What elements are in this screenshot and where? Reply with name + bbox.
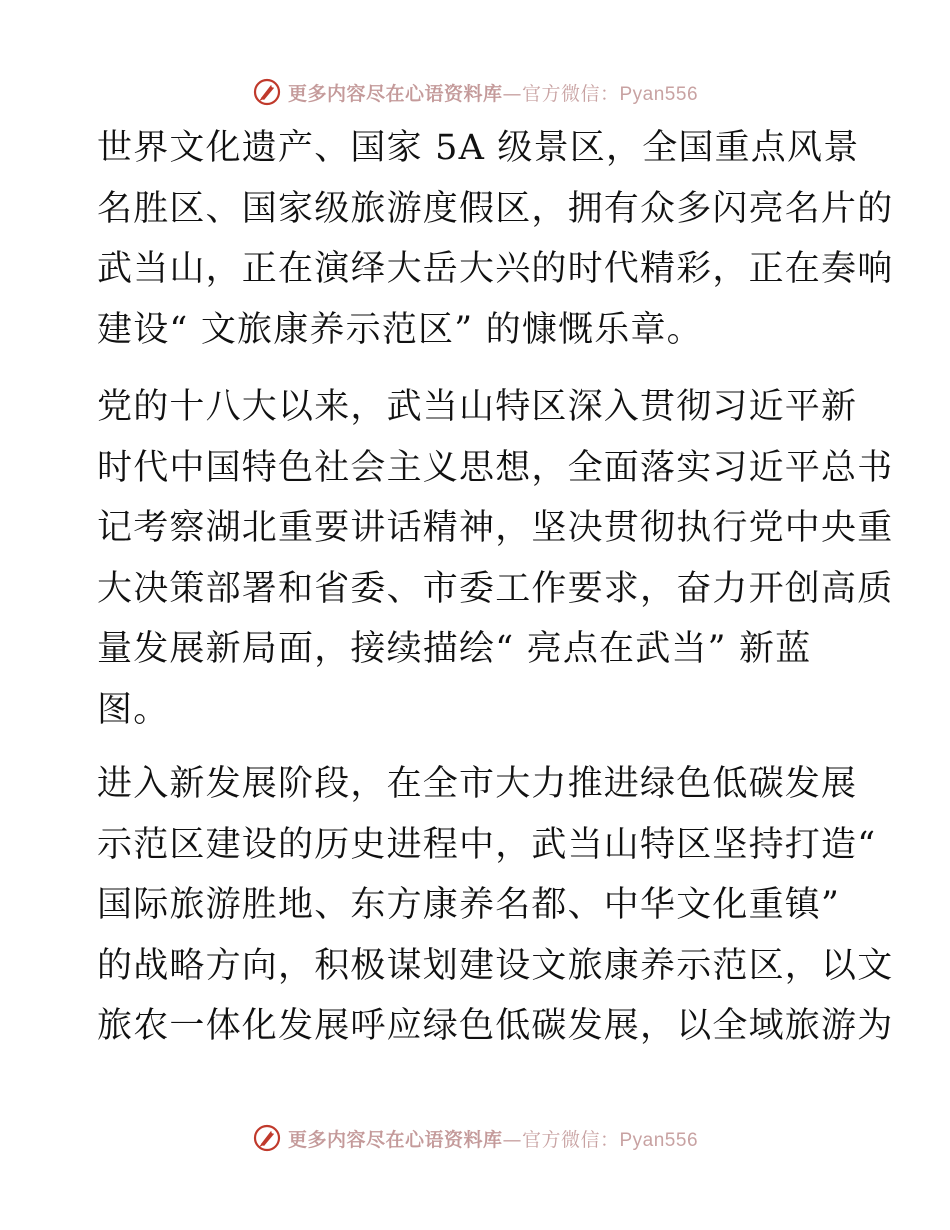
footer-official-label: 官方微信：	[521, 1128, 620, 1151]
header-banner-inner	[252, 77, 698, 107]
header-official-label: 官方微信：	[521, 82, 620, 105]
paragraph-line: 武当山，正在演绎大岳大兴的时代精彩，正在奏响	[97, 249, 894, 289]
paragraph-line: 大决策部署和省委、市委工作要求，奋力开创高质	[97, 568, 894, 609]
footer-separator: —	[502, 1128, 522, 1151]
pen-nib-logo-icon	[252, 77, 282, 107]
footer-banner-inner	[252, 1123, 698, 1153]
header-separator: —	[502, 82, 522, 105]
paragraph-line: 世界文化遗产、国家 5A 级景区，全国重点风景	[97, 128, 860, 168]
paragraph-3	[97, 754, 894, 1057]
document-body	[97, 118, 894, 1077]
paragraph-line: 建设“ 文旅康养示范区” 的慷慨乐章。	[97, 309, 703, 350]
paragraph-line: 进入新发展阶段，在全市大力推进绿色低碳发展	[97, 764, 858, 804]
paragraph-line: 示范区建设的历史进程中，武当山特区坚持打造“	[97, 824, 877, 865]
paragraph-line: 名胜区、国家级旅游度假区，拥有众多闪亮名片的	[97, 188, 894, 229]
header-brand-text: 更多内容尽在心语资料库	[287, 82, 503, 105]
paragraph-line: 国际旅游胜地、东方康养名都、中华文化重镇”	[97, 885, 841, 925]
paragraph-line: 图。	[97, 689, 170, 730]
pen-nib-logo-icon	[252, 1123, 282, 1153]
footer-wechat-id: Pyan556	[619, 1129, 699, 1151]
paragraph-line: 时代中国特色社会主义思想，全面落实习近平总书	[97, 447, 894, 488]
footer-banner-text	[288, 1125, 698, 1152]
paragraph-2	[97, 377, 894, 740]
paragraph-line: 的战略方向，积极谋划建设文旅康养示范区，以文	[97, 945, 894, 986]
paragraph-line: 党的十八大以来，武当山特区深入贯彻习近平新	[97, 387, 858, 427]
footer-banner	[0, 1118, 950, 1158]
paragraph-line: 记考察湖北重要讲话精神，坚决贯彻执行党中央重	[97, 508, 894, 548]
paragraph-1	[97, 118, 894, 360]
header-wechat-id: Pyan556	[619, 83, 699, 105]
paragraph-line: 旅农一体化发展呼应绿色低碳发展，以全域旅游为	[97, 1006, 894, 1046]
header-banner-text	[288, 79, 698, 106]
header-banner	[0, 72, 950, 112]
paragraph-line: 量发展新局面，接续描绘“ 亮点在武当” 新蓝	[97, 629, 812, 669]
footer-brand-text: 更多内容尽在心语资料库	[287, 1128, 503, 1151]
